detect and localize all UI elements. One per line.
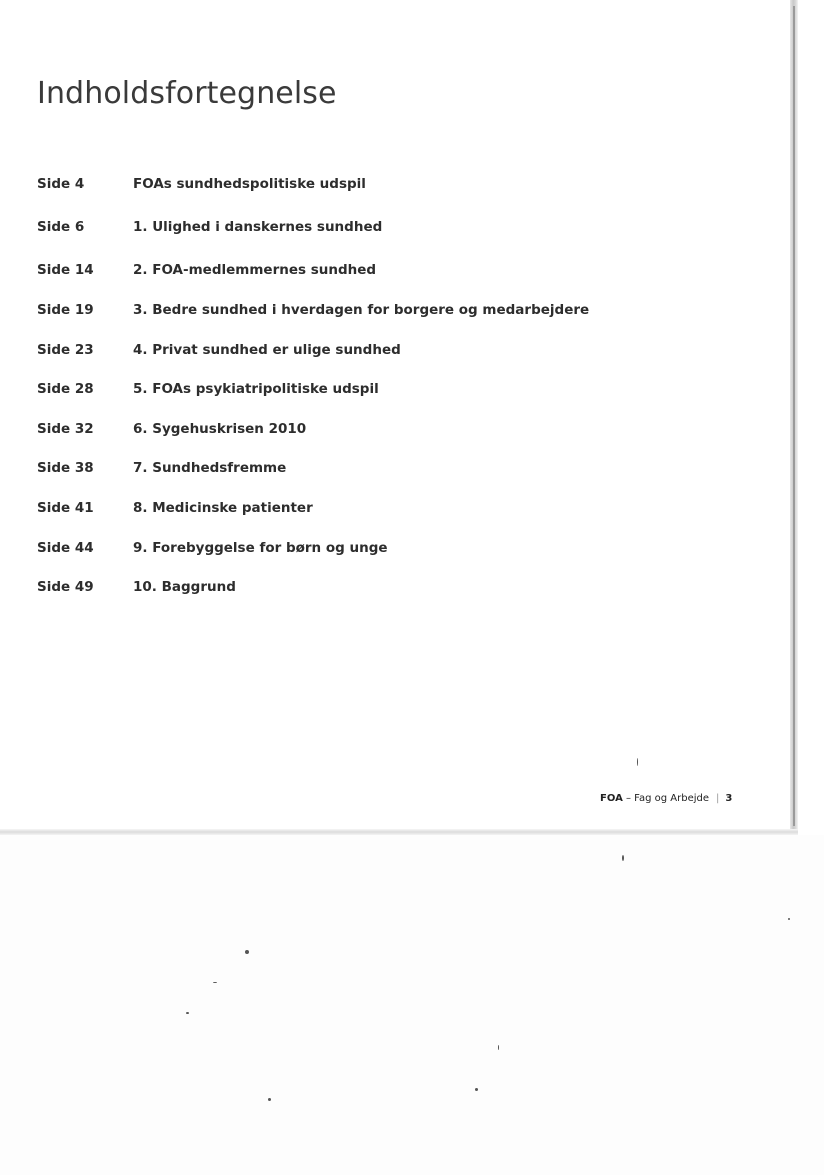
- toc-entry-label: 8. Medicinske patienter: [133, 500, 313, 516]
- toc-entry-label: 7. Sundhedsfremme: [133, 460, 287, 476]
- scan-speck: [213, 982, 217, 983]
- page-footer: [600, 793, 732, 804]
- scan-background: [0, 835, 824, 1175]
- toc-entry-label: 1. Ulighed i danskernes sundhed: [133, 219, 383, 235]
- footer-tagline: – Fag og Arbejde: [622, 793, 710, 804]
- scan-speck: [788, 918, 790, 920]
- toc-entry-label: 5. FOAs psykiatripolitiske udspil: [133, 381, 379, 397]
- page-title: Indholdsfortegnelse: [37, 76, 337, 111]
- toc-entry-label: 10. Baggrund: [133, 579, 236, 595]
- page-edge-line: [793, 6, 795, 826]
- toc-page-ref: Side 41: [37, 500, 94, 516]
- toc-page-ref: Side 38: [37, 460, 94, 476]
- scan-speck: [622, 855, 624, 861]
- toc-entry-label: FOAs sundhedspolitiske udspil: [133, 176, 366, 192]
- toc-entry-label: 3. Bedre sundhed i hverdagen for borgere og medarbejdere: [133, 302, 590, 318]
- scan-speck: [186, 1012, 189, 1014]
- toc-page-ref: Side 6: [37, 219, 85, 235]
- toc-page-ref: Side 23: [37, 342, 94, 358]
- scan-speck: [637, 758, 638, 766]
- toc-entry-label: 6. Sygehuskrisen 2010: [133, 421, 307, 437]
- toc-page-ref: Side 4: [37, 176, 85, 192]
- toc-page-ref: Side 32: [37, 421, 94, 437]
- toc-entry-label: 9. Forebyggelse for børn og unge: [133, 540, 388, 556]
- toc-page-ref: Side 49: [37, 579, 94, 595]
- toc-page-ref: Side 28: [37, 381, 94, 397]
- toc-page-ref: Side 14: [37, 262, 94, 278]
- scan-speck: [475, 1088, 478, 1091]
- page-number: 3: [725, 793, 733, 804]
- footer-separator: |: [716, 793, 720, 804]
- toc-entry-label: 4. Privat sundhed er ulige sundhed: [133, 342, 401, 358]
- scan-speck: [498, 1045, 499, 1050]
- scan-speck: [245, 950, 249, 954]
- toc-entry-label: 2. FOA-medlemmernes sundhed: [133, 262, 377, 278]
- toc-page-ref: Side 44: [37, 540, 94, 556]
- toc-page-ref: Side 19: [37, 302, 94, 318]
- footer-brand: FOA: [600, 793, 623, 804]
- scan-speck: [268, 1098, 271, 1101]
